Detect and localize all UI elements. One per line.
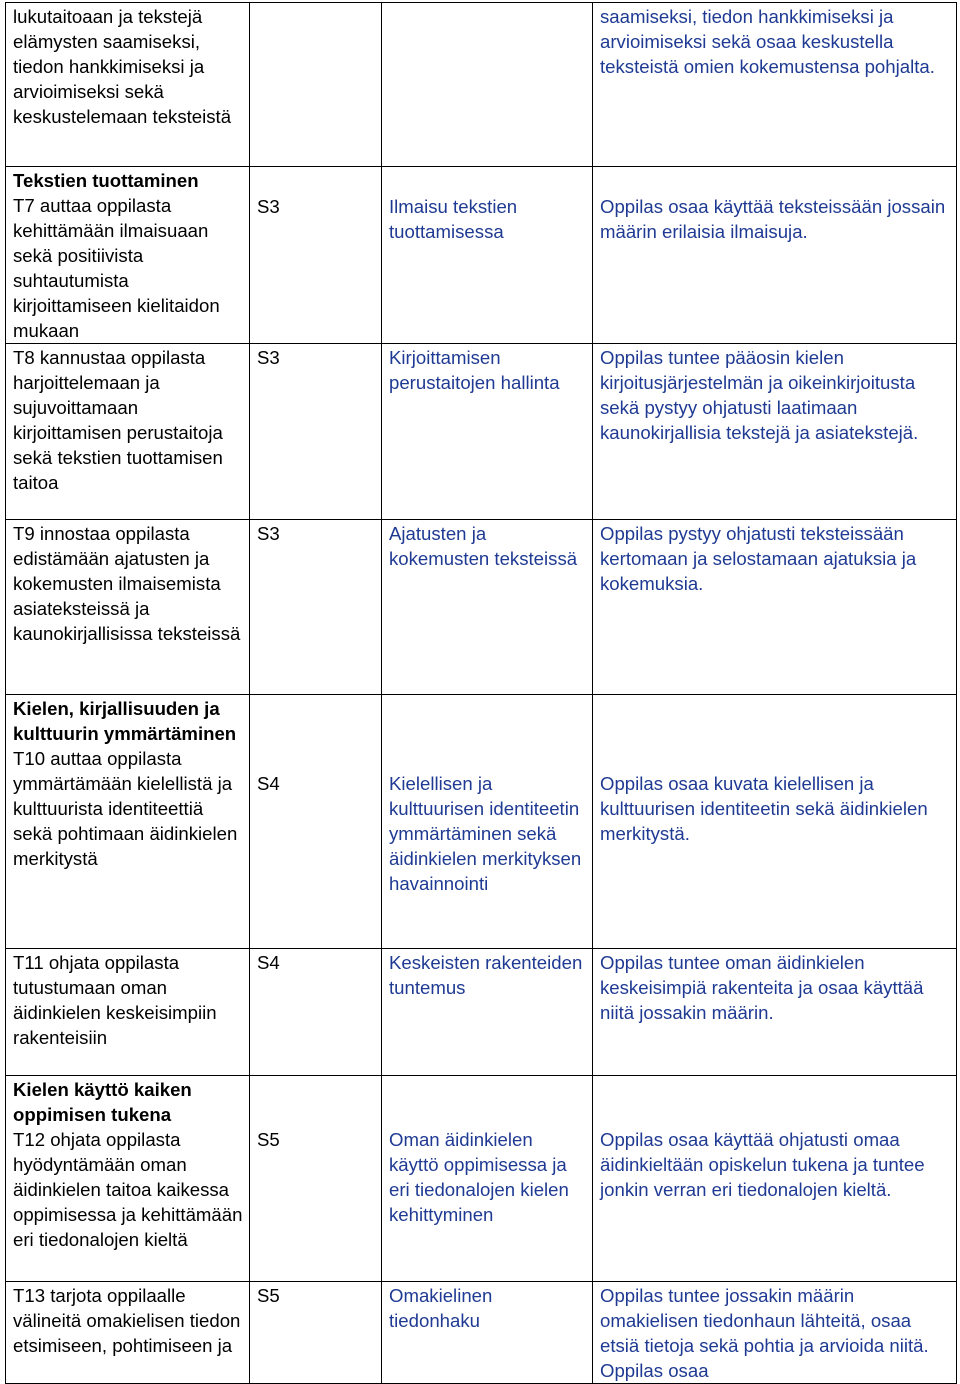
object-cell xyxy=(382,695,593,949)
object-text: Kirjoittamisen perustaitojen hallinta xyxy=(389,347,560,393)
goal-cell xyxy=(6,344,250,520)
area-cell xyxy=(250,344,382,520)
area-cell xyxy=(250,949,382,1076)
area-text: S5 xyxy=(257,1129,280,1150)
goal-text: T7 auttaa oppilasta kehittämään ilmaisuaan sekä positiivista suhtautumista kirjoittamiseen kielitaidon mukaan xyxy=(13,195,220,341)
area-cell xyxy=(250,3,382,167)
criteria-text: Oppilas tuntee jossakin määrin omakielisen tiedonhaun lähteitä, osaa etsiä tietoja sekä pohtia ja arvioida niitä. Oppilas osaa xyxy=(600,1285,929,1381)
object-cell xyxy=(382,520,593,695)
table-row xyxy=(6,949,957,1076)
criteria-cell xyxy=(593,520,957,695)
goal-text: T8 kannustaa oppilasta harjoittelemaan ja sujuvoittamaan kirjoittamisen perustaitoja sekä tekstien tuottamisen taitoa xyxy=(13,347,223,493)
criteria-cell xyxy=(593,949,957,1076)
object-cell xyxy=(382,344,593,520)
goal-cell xyxy=(6,520,250,695)
goal-text: T12 ohjata oppilasta hyödyntämään oman äidinkielen taitoa kaikessa oppimisessa ja kehittämään eri tiedonalojen kieltä xyxy=(13,1129,243,1250)
criteria-cell xyxy=(593,167,957,344)
table-row xyxy=(6,167,957,344)
object-cell xyxy=(382,949,593,1076)
criteria-text: Oppilas osaa kuvata kielellisen ja kulttuurisen identiteetin sekä äidinkielen merkitystä. xyxy=(600,773,928,844)
area-text: S3 xyxy=(257,347,280,368)
goal-cell xyxy=(6,695,250,949)
table-row xyxy=(6,695,957,949)
object-cell xyxy=(382,3,593,167)
goal-cell xyxy=(6,1282,250,1384)
area-cell xyxy=(250,1282,382,1384)
criteria-text: saamiseksi, tiedon hankkimiseksi ja arvioimiseksi sekä osaa keskustella teksteistä omien kokemustensa pohjalta. xyxy=(600,6,935,77)
goal-text: T9 innostaa oppilasta edistämään ajatusten ja kokemusten ilmaisemista asiateksteissä ja kaunokirjallisissa teksteissä xyxy=(13,523,241,644)
area-text: S3 xyxy=(257,196,280,217)
table-row xyxy=(6,1076,957,1282)
area-cell xyxy=(250,520,382,695)
area-cell xyxy=(250,1076,382,1282)
area-cell xyxy=(250,167,382,344)
criteria-cell xyxy=(593,695,957,949)
section-heading: Tekstien tuottaminen xyxy=(13,170,199,191)
goal-text: T11 ohjata oppilasta tutustumaan oman äidinkielen keskeisimpiin rakenteisiin xyxy=(13,952,217,1048)
area-text: S4 xyxy=(257,952,280,973)
object-text: Keskeisten rakenteiden tuntemus xyxy=(389,952,583,998)
object-text: Oman äidinkielen käyttö oppimisessa ja eri tiedonalojen kielen kehittyminen xyxy=(389,1129,569,1225)
criteria-text: Oppilas tuntee oman äidinkielen keskeisimpiä rakenteita ja osaa käyttää niitä jossakin määrin. xyxy=(600,952,924,1023)
table-row xyxy=(6,1282,957,1384)
criteria-cell xyxy=(593,3,957,167)
area-text: S5 xyxy=(257,1285,280,1306)
area-text: S3 xyxy=(257,523,280,544)
section-heading: Kielen, kirjallisuuden ja kulttuurin ymmärtäminen xyxy=(13,698,237,744)
table-row xyxy=(6,3,957,167)
object-text: Ajatusten ja kokemusten teksteissä xyxy=(389,523,578,569)
goal-cell xyxy=(6,167,250,344)
object-text: Omakielinen tiedonhaku xyxy=(389,1285,493,1331)
table-row xyxy=(6,520,957,695)
curriculum-table xyxy=(5,2,957,1384)
area-text: S4 xyxy=(257,773,280,794)
goal-cell xyxy=(6,1076,250,1282)
criteria-text: Oppilas tuntee pääosin kielen kirjoitusjärjestelmän ja oikeinkirjoitusta sekä pystyy ohjatusti laatimaan kaunokirjallisia tekstejä ja asiatekstejä. xyxy=(600,347,919,443)
criteria-text: Oppilas osaa käyttää ohjatusti omaa äidinkieltään opiskelun tukena ja tuntee jonkin verran eri tiedonalojen kieltä. xyxy=(600,1129,925,1200)
object-text: Kielellisen ja kulttuurisen identiteetin ymmärtäminen sekä äidinkielen merkityksen havainnointi xyxy=(389,773,582,894)
section-heading: Kielen käyttö kaiken oppimisen tukena xyxy=(13,1079,192,1125)
goal-text: lukutaitoaan ja tekstejä elämysten saamiseksi, tiedon hankkimiseksi ja arvioimiseksi sekä keskustelemaan teksteistä xyxy=(13,6,232,127)
goal-text: T13 tarjota oppilaalle välineitä omakielisen tiedon etsimiseen, pohtimiseen ja xyxy=(13,1285,241,1356)
area-cell xyxy=(250,695,382,949)
goal-cell xyxy=(6,949,250,1076)
object-cell xyxy=(382,167,593,344)
criteria-text: Oppilas osaa käyttää teksteissään jossain määrin erilaisia ilmaisuja. xyxy=(600,196,946,242)
goal-text: T10 auttaa oppilasta ymmärtämään kielellistä ja kulttuurista identiteettiä sekä pohtimaan äidinkielen merkitystä xyxy=(13,748,238,869)
criteria-cell xyxy=(593,1282,957,1384)
object-text: Ilmaisu tekstien tuottamisessa xyxy=(389,196,518,242)
criteria-cell xyxy=(593,344,957,520)
criteria-cell xyxy=(593,1076,957,1282)
object-cell xyxy=(382,1282,593,1384)
criteria-text: Oppilas pystyy ohjatusti teksteissään kertomaan ja selostamaan ajatuksia ja kokemuksia. xyxy=(600,523,917,594)
table-row xyxy=(6,344,957,520)
object-cell xyxy=(382,1076,593,1282)
goal-cell xyxy=(6,3,250,167)
